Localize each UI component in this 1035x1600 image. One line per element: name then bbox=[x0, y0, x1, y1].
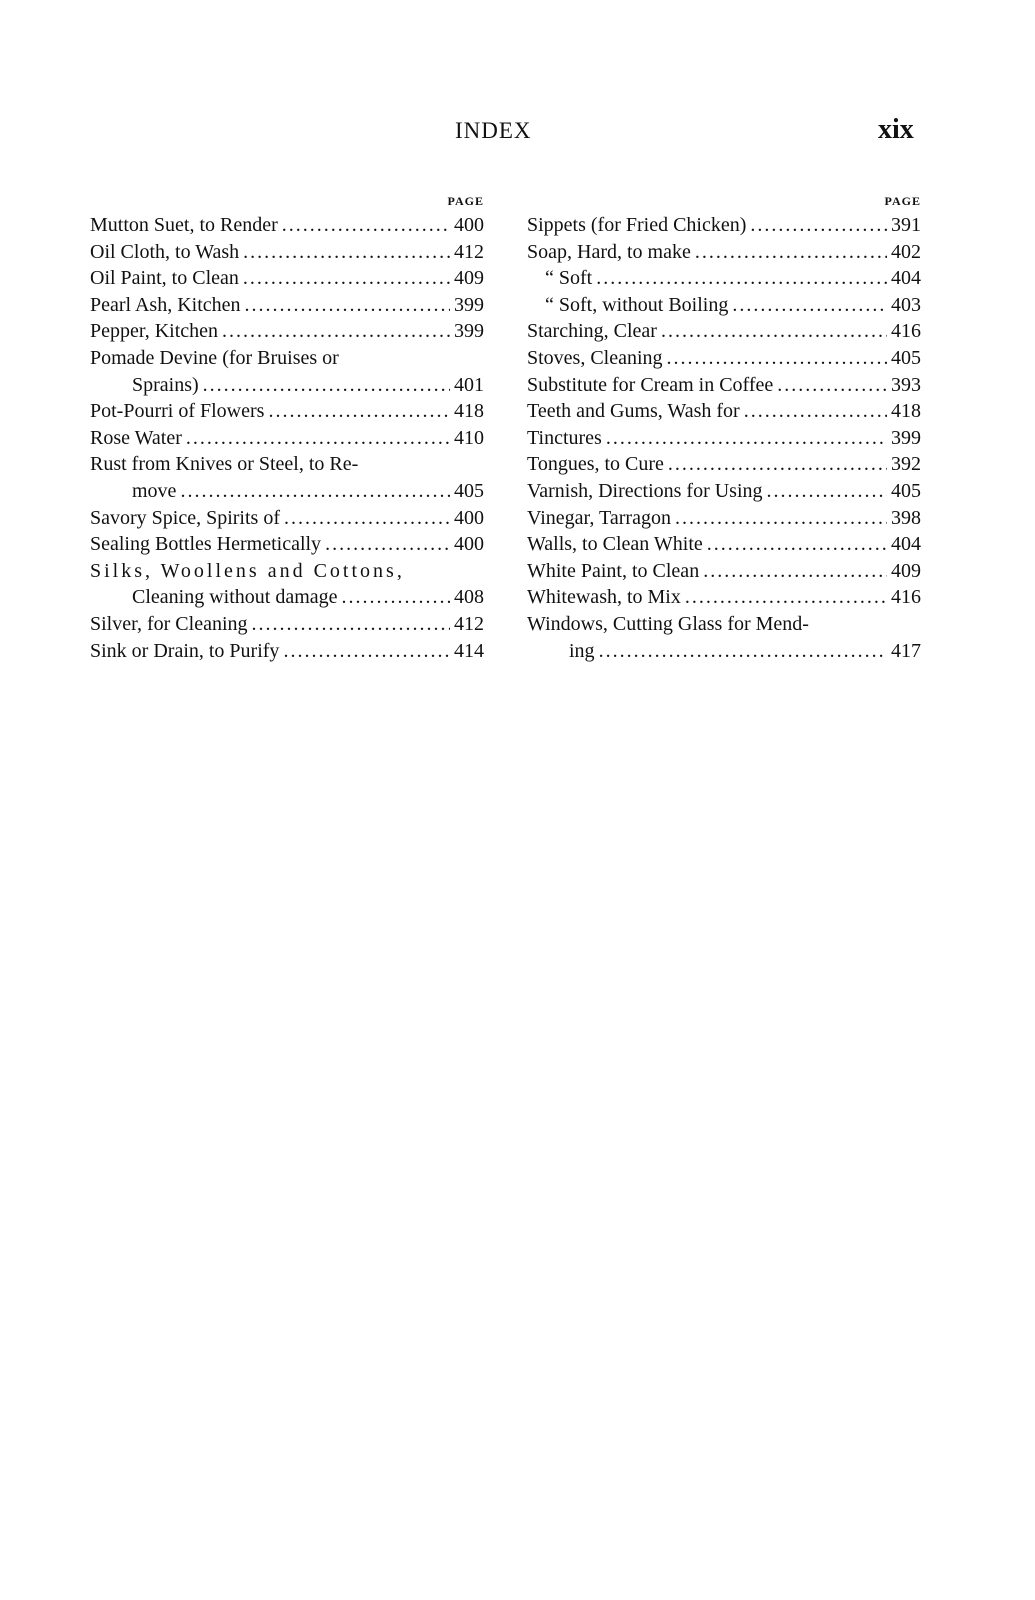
index-entry: Pearl Ash, Kitchen ..... 399 bbox=[90, 292, 484, 319]
index-entry: Pepper, Kitchen ..... 399 bbox=[90, 318, 484, 345]
index-entry: Whitewash, to Mix ..... 416 bbox=[527, 584, 921, 611]
page-folio: xix bbox=[878, 114, 914, 145]
index-entry: Oil Cloth, to Wash ..... 412 bbox=[90, 239, 484, 266]
index-entry: Stoves, Cleaning ..... 405 bbox=[527, 345, 921, 372]
page-column-label: PAGE bbox=[447, 194, 484, 208]
index-entry: Sprains) ..... 401 bbox=[90, 372, 484, 399]
index-entry-line: Pomade Devine (for Bruises or bbox=[90, 346, 339, 369]
index-column-right bbox=[527, 190, 921, 664]
index-entry: Tongues, to Cure ..... 392 bbox=[527, 451, 921, 478]
index-column-left bbox=[90, 190, 484, 664]
index-entry: Cleaning without damage ..... 408 bbox=[90, 584, 484, 611]
index-entry: Mutton Suet, to Render ..... 400 bbox=[90, 212, 484, 239]
index-entry: Sealing Bottles Hermetically ..... 400 bbox=[90, 531, 484, 558]
index-entry-line: Silks, Woollens and Cottons, bbox=[90, 559, 405, 582]
index-entry: Substitute for Cream in Coffee ..... 393 bbox=[527, 372, 921, 399]
index-entry: “ Soft ..... 404 bbox=[527, 265, 921, 292]
index-entry-line: Windows, Cutting Glass for Mend- bbox=[527, 612, 809, 635]
index-entry-line: Rust from Knives or Steel, to Re- bbox=[90, 453, 359, 476]
index-entry: Vinegar, Tarragon ..... 398 bbox=[527, 505, 921, 532]
index-entry: Soap, Hard, to make ..... 402 bbox=[527, 239, 921, 266]
index-entry: Oil Paint, to Clean ..... 409 bbox=[90, 265, 484, 292]
index-entry: Savory Spice, Spirits of ..... 400 bbox=[90, 505, 484, 532]
index-entry: Silver, for Cleaning ..... 412 bbox=[90, 611, 484, 638]
index-entry: move ..... 405 bbox=[90, 478, 484, 505]
index-entry: White Paint, to Clean ..... 409 bbox=[527, 558, 921, 585]
index-entry: “ Soft, without Boiling ..... 403 bbox=[527, 292, 921, 319]
index-entry: Varnish, Directions for Using ..... 405 bbox=[527, 478, 921, 505]
index-entry: Rose Water ..... 410 bbox=[90, 425, 484, 452]
page-header bbox=[0, 112, 1035, 152]
index-entry: Tinctures ..... 399 bbox=[527, 425, 921, 452]
index-entry: Pot-Pourri of Flowers ..... 418 bbox=[90, 398, 484, 425]
index-entry: Teeth and Gums, Wash for ..... 418 bbox=[527, 398, 921, 425]
index-entry: Starching, Clear ..... 416 bbox=[527, 318, 921, 345]
page-title: INDEX bbox=[455, 118, 532, 143]
index-entry: Sippets (for Fried Chicken) ..... 391 bbox=[527, 212, 921, 239]
index-entry: ing ..... 417 bbox=[527, 638, 921, 665]
page-column-label: PAGE bbox=[884, 194, 921, 208]
index-entry: Sink or Drain, to Purify ..... 414 bbox=[90, 638, 484, 665]
index-entry: Walls, to Clean White ..... 404 bbox=[527, 531, 921, 558]
